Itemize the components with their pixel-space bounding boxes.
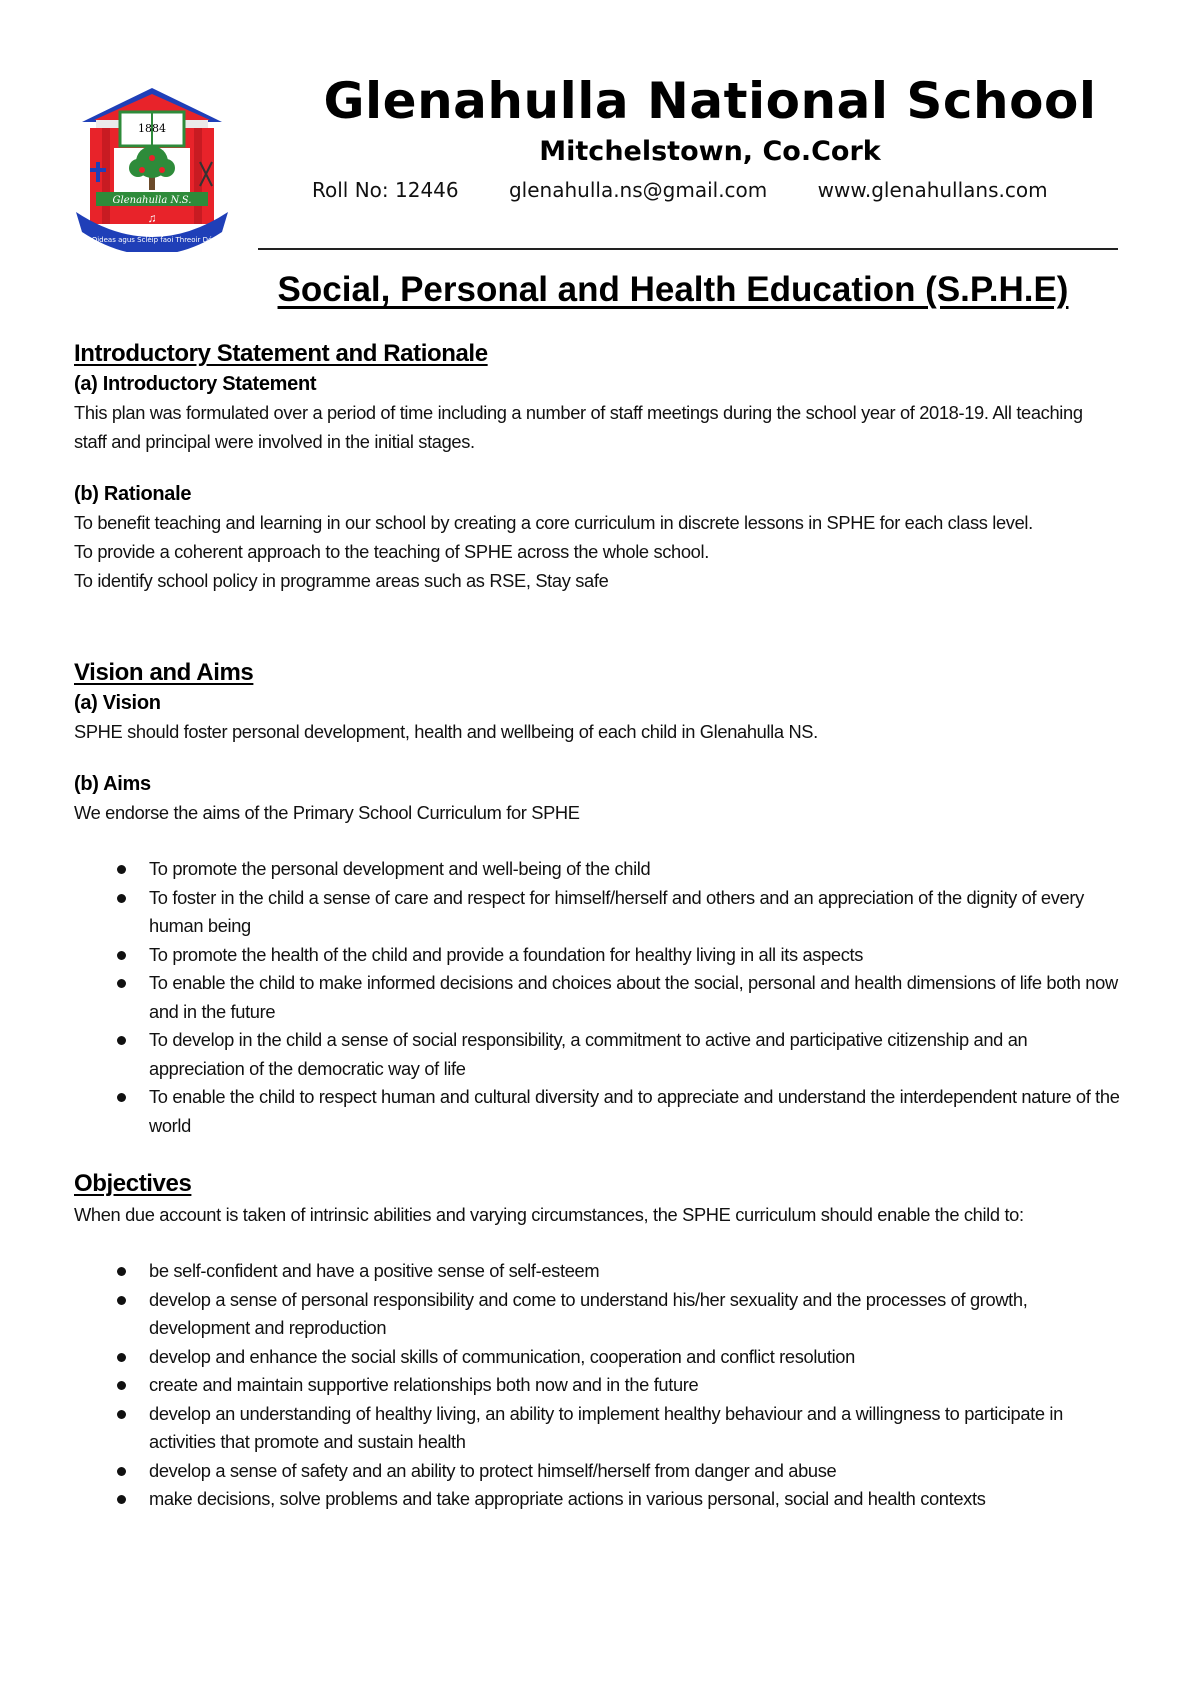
objective-item: develop and enhance the social skills of communication, cooperation and conflict resolution [74,1343,1126,1372]
bullet-icon [117,951,126,960]
section-heading-vision-aims: Vision and Aims [74,659,254,686]
website-link[interactable]: www.glenahullans.com [817,178,1048,202]
section-heading-intro: Introductory Statement and Rationale [74,340,488,367]
aims-intro: We endorse the aims of the Primary School Curriculum for SPHE [74,802,580,823]
bullet-icon [117,1467,126,1476]
objective-item: develop a sense of personal responsibility and come to understand his/her sexuality and the processes of growth, development and reproduction [74,1286,1126,1343]
crest-motto: Oideas agus Scléip faoi Threoir Dé [91,236,213,244]
bullet-icon [117,1267,126,1276]
header-divider [258,248,1118,250]
bullet-icon [117,1036,126,1045]
objective-item: develop an understanding of healthy living, an ability to implement healthy behaviour and a willingness to participate in activities that promote and sustain health [74,1400,1126,1457]
objective-item: be self-confident and have a positive sense of self-esteem [74,1257,1126,1286]
vision-text: SPHE should foster personal development, health and wellbeing of each child in Glenahulla NS. [74,721,818,742]
email-link[interactable]: glenahulla.ns@gmail.com [508,178,768,202]
bullet-icon [117,979,126,988]
roll-number: Roll No: 12446 [312,178,459,202]
school-name: Glenahulla National School [323,72,1097,130]
school-crest-logo [72,82,232,252]
bullet-icon [117,1495,126,1504]
aims-list [74,855,1126,1140]
crest-year: 1884 [138,122,166,135]
rationale-line: To identify school policy in programme areas such as RSE, Stay safe [74,570,609,591]
rationale-line: To benefit teaching and learning in our school by creating a core curriculum in discrete lessons in SPHE for each class level. [74,512,1033,533]
document-title: Social, Personal and Health Education (S.P.H.E) [277,270,1069,309]
svg-text:Glenahulla N.S.: Glenahulla N.S. [112,195,192,206]
aim-item: To foster in the child a sense of care and respect for himself/herself and others and an appreciation of the dignity of every human being [74,884,1126,941]
objectives-intro: When due account is taken of intrinsic abilities and varying circumstances, the SPHE curriculum should enable the child to: [74,1204,1024,1225]
contact-row [312,178,1048,202]
subheading-aims: (b) Aims [74,773,151,795]
document-body [74,338,1126,1514]
objective-item: create and maintain supportive relationships both now and in the future [74,1371,1126,1400]
aim-item: To enable the child to make informed decisions and choices about the social, personal and health dimensions of life both now and in the future [74,969,1126,1026]
section-heading-objectives: Objectives [74,1170,192,1197]
bullet-icon [117,894,126,903]
aim-item: To develop in the child a sense of social responsibility, a commitment to active and participative citizenship and an appreciation of the democratic way of life [74,1026,1126,1083]
bullet-icon [117,1410,126,1419]
objective-item: make decisions, solve problems and take appropriate actions in various personal, social and health contexts [74,1485,1126,1514]
bullet-icon [117,1353,126,1362]
rationale-line: To provide a coherent approach to the teaching of SPHE across the whole school. [74,541,709,562]
objectives-list [74,1257,1126,1514]
aim-item: To promote the personal development and well-being of the child [74,855,1126,884]
aim-item: To promote the health of the child and provide a foundation for healthy living in all its aspects [74,941,1126,970]
bullet-icon [117,1381,126,1390]
bullet-icon [117,1093,126,1102]
subheading-introductory-statement: (a) Introductory Statement [74,373,317,395]
subheading-rationale: (b) Rationale [74,483,192,505]
subheading-vision: (a) Vision [74,692,161,714]
school-location: Mitchelstown, Co.Cork [539,136,881,167]
objective-item: develop a sense of safety and an ability to protect himself/herself from danger and abuse [74,1457,1126,1486]
introductory-statement-text: This plan was formulated over a period of time including a number of staff meetings during the school year of 2018-19. All teaching staff and principal were involved in the initial stages. [74,402,1083,452]
bullet-icon [117,1296,126,1305]
music-note-icon: ♫ [147,211,157,225]
bullet-icon [117,865,126,874]
aim-item: To enable the child to respect human and cultural diversity and to appreciate and understand the interdependent nature of the world [74,1083,1126,1140]
